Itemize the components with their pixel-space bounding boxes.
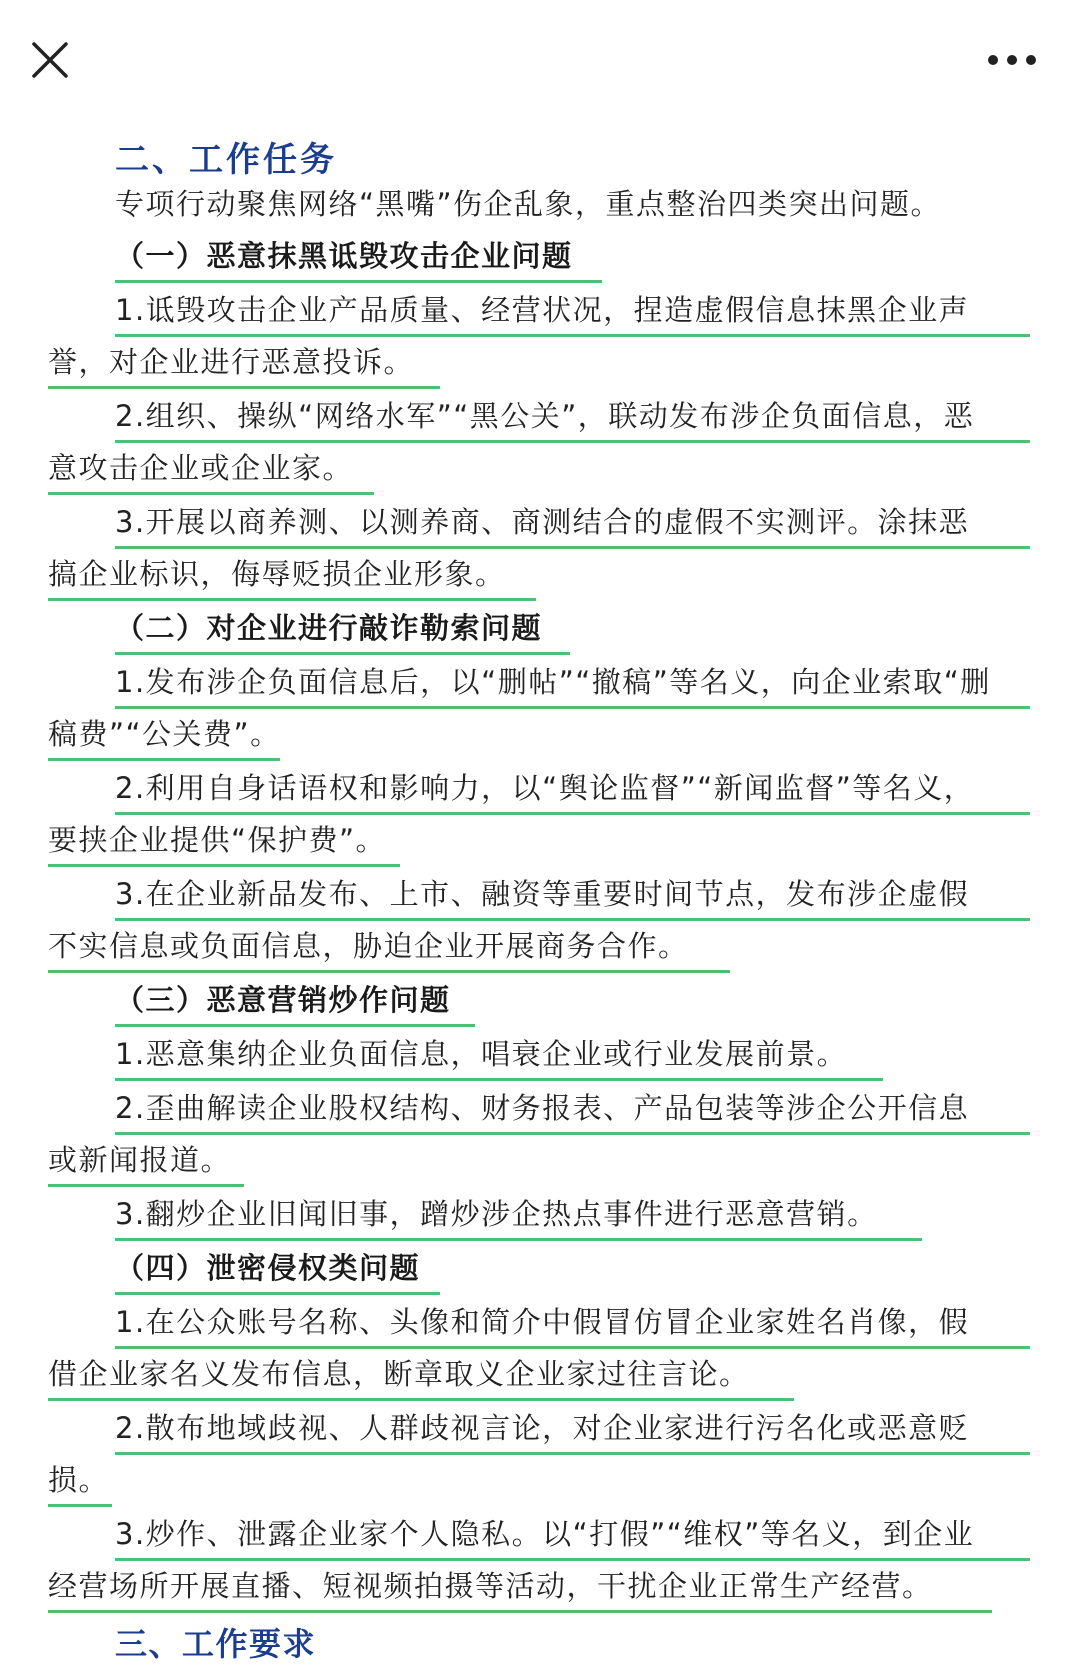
more-options-button[interactable]	[984, 44, 1040, 76]
item-2-3-line-2: 不实信息或负面信息，胁迫企业开展商务合作。	[48, 920, 730, 973]
item-2-2-line-2: 要挟企业提供“保护费”。	[48, 814, 400, 867]
item-1-1-line-2: 誉，对企业进行恶意投诉。	[48, 336, 440, 389]
document-content[interactable]	[0, 120, 1080, 1663]
item-3-3-line-1: 3.翻炒企业旧闻旧事，蹭炒涉企热点事件进行恶意营销。	[115, 1188, 922, 1241]
item-4-3-line-1: 3.炒作、泄露企业家个人隐私。以“打假”“维权”等名义，到企业	[115, 1508, 1030, 1561]
item-4-2-line-1: 2.散布地域歧视、人群歧视言论，对企业家进行污名化或恶意贬	[115, 1402, 1030, 1455]
item-4-3-line-2: 经营场所开展直播、短视频拍摄等活动，干扰企业正常生产经营。	[48, 1560, 992, 1613]
subsection-2-title: （二）对企业进行敲诈勒索问题	[115, 602, 570, 655]
item-3-1-line-1: 1.恶意集纳企业负面信息，唱衰企业或行业发展前景。	[115, 1028, 883, 1081]
item-4-1-line-2: 借企业家名义发布信息，断章取义企业家过往言论。	[48, 1348, 794, 1401]
item-1-3-line-2: 搞企业标识，侮辱贬损企业形象。	[48, 548, 536, 601]
section-title: 二、工作任务	[115, 140, 337, 180]
top-bar	[0, 0, 1080, 121]
close-button[interactable]	[28, 38, 72, 82]
item-2-3-line-1: 3.在企业新品发布、上市、融资等重要时间节点，发布涉企虚假	[115, 868, 1030, 921]
next-section-title: 三、工作要求	[115, 1625, 317, 1663]
close-icon	[28, 38, 72, 82]
item-3-2-line-1: 2.歪曲解读企业股权结构、财务报表、产品包装等涉企公开信息	[115, 1082, 1030, 1135]
subsection-4-title: （四）泄密侵权类问题	[115, 1242, 440, 1295]
item-1-2-line-2: 意攻击企业或企业家。	[48, 442, 374, 495]
item-1-2-line-1: 2.组织、操纵“网络水军”“黑公关”，联动发布涉企负面信息，恶	[115, 390, 1030, 443]
subsection-3-title: （三）恶意营销炒作问题	[115, 974, 475, 1027]
more-dots-icon	[984, 44, 1040, 76]
item-3-2-line-2: 或新闻报道。	[48, 1134, 244, 1187]
item-2-1-line-1: 1.发布涉企负面信息后，以“删帖”“撤稿”等名义，向企业索取“删	[115, 656, 1030, 709]
item-4-1-line-1: 1.在公众账号名称、头像和简介中假冒仿冒企业家姓名肖像，假	[115, 1296, 1030, 1349]
item-2-1-line-2: 稿费”“公关费”。	[48, 708, 280, 761]
item-1-3-line-1: 3.开展以商养测、以测养商、商测结合的虚假不实测评。涂抹恶	[115, 496, 1030, 549]
item-2-2-line-1: 2.利用自身话语权和影响力，以“舆论监督”“新闻监督”等名义，	[115, 762, 1030, 815]
subsection-1-title: （一）恶意抹黑诋毁攻击企业问题	[115, 230, 602, 283]
item-4-2-line-2: 损。	[48, 1454, 112, 1507]
item-1-1-line-1: 1.诋毁攻击企业产品质量、经营状况，捏造虚假信息抹黑企业声	[115, 284, 1030, 337]
intro-text: 专项行动聚焦网络“黑嘴”伤企乱象，重点整治四类突出问题。	[115, 187, 942, 221]
